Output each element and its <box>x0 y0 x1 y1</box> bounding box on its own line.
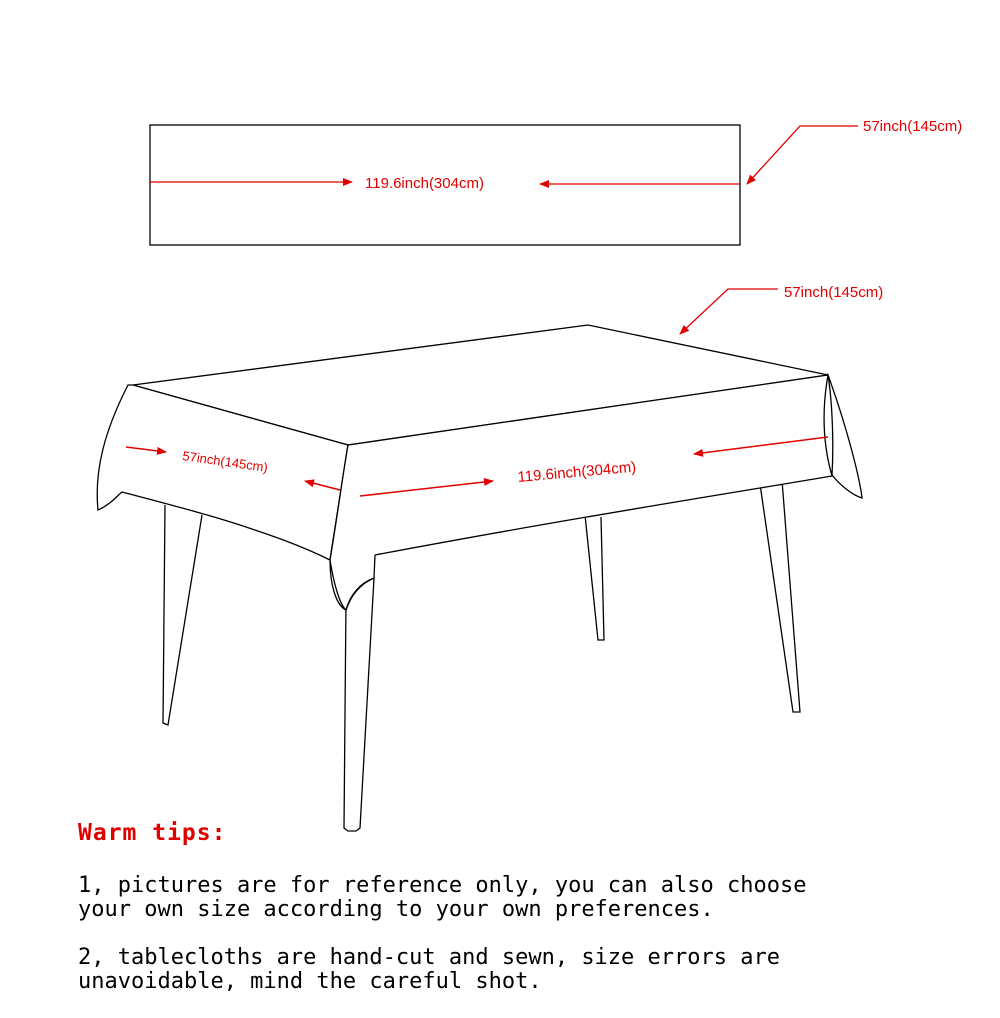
table-top-width-label: 57inch(145cm) <box>784 284 884 301</box>
warm-tips-title: Warm tips: <box>78 820 227 846</box>
warm-tips-section <box>78 820 978 1018</box>
table-leg-front-right <box>760 480 800 712</box>
flat-width-label: 57inch(145cm) <box>863 118 963 135</box>
table-top-width-arrow <box>680 289 778 334</box>
flat-width-arrow <box>747 126 858 184</box>
tip-2: 2, tablecloths are hand-cut and sewn, size errors are unavoidable, mind the careful shot. <box>78 945 780 994</box>
flat-length-label: 119.6inch(304cm) <box>365 175 484 192</box>
table-length-label: 119.6inch(304cm) <box>516 458 637 486</box>
table-leg-back-right <box>585 515 604 640</box>
table-illustration <box>97 284 883 831</box>
flat-tablecloth <box>150 118 962 245</box>
table-leg-front-left <box>163 505 202 725</box>
table-leg-front-corner <box>344 578 374 831</box>
table-side-width-label: 57inch(145cm) <box>181 448 269 475</box>
tip-1: 1, pictures are for reference only, you can also choose your own size according to your own preferences. <box>78 873 807 922</box>
